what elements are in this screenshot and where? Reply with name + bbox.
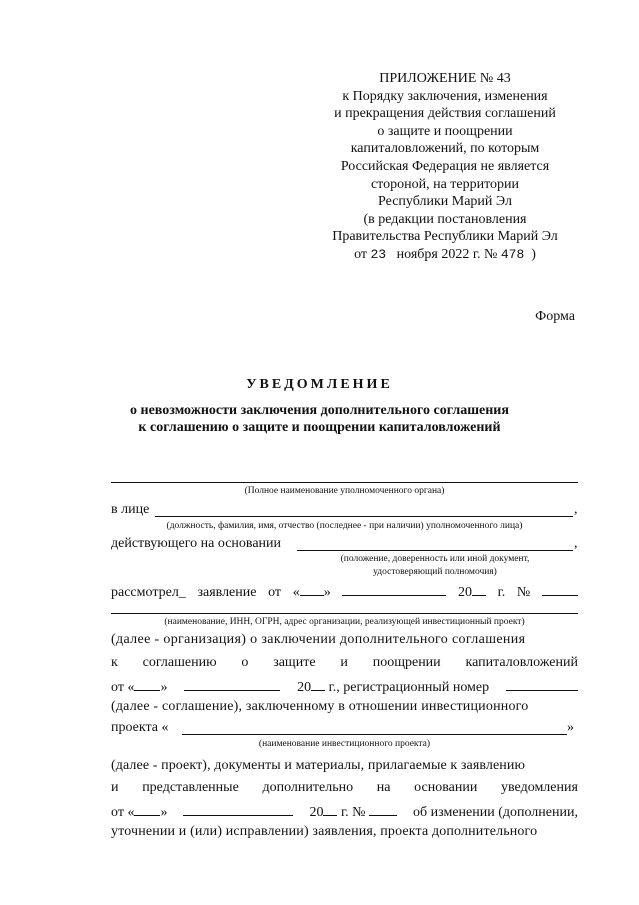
submitted-line: и представленные дополнительно на основании уведомления	[111, 780, 578, 795]
project-name-field[interactable]	[182, 734, 567, 735]
agreement-month-field[interactable]	[184, 677, 280, 691]
header-line: (в редакции постановления	[363, 211, 527, 227]
notice-date-row: от « » 20 г. № об изменении (дополнении,	[111, 802, 578, 821]
month-field[interactable]	[342, 582, 446, 596]
project-desc-line: (далее - проект), документы и материалы, прилагаемые к заявлению	[111, 758, 526, 773]
agreement-desc-line: (далее - соглашение), заключенному в отношении инвестиционного	[111, 699, 529, 714]
number-field[interactable]	[542, 582, 578, 596]
appendix-number: ПРИЛОЖЕНИЕ № 43	[379, 71, 511, 86]
header-date-line: от 23 ноября 2022 г. № 478 )	[354, 246, 536, 262]
year-field[interactable]	[472, 582, 486, 596]
project-label: проекта «	[111, 720, 169, 735]
reviewed-row: рассмотрел_ заявление от « » 20 г. №	[111, 582, 578, 601]
notice-year-field[interactable]	[323, 802, 337, 816]
agreement-year-field[interactable]	[311, 677, 325, 691]
date-day: 23	[370, 246, 387, 262]
header-line: капиталовложений, по которым	[350, 141, 540, 157]
header-line: Российская Федерация не является	[340, 158, 550, 174]
person-field[interactable]	[155, 516, 573, 517]
subtitle-line: к соглашению о защите и поощрении капиталовложений	[138, 420, 501, 435]
project-caption: (наименование инвестиционного проекта)	[258, 739, 431, 749]
organization-field[interactable]	[111, 613, 578, 614]
last-line: уточнении и (или) исправлении) заявления, проекта дополнительного	[111, 824, 538, 839]
header-line: Правительства Республики Марий Эл	[332, 229, 558, 245]
org-line: (далее - организация) о заключении дополнительного соглашения	[111, 632, 526, 647]
document-subtitle	[0, 402, 639, 436]
resolution-number: 478	[500, 246, 525, 262]
header-line: к Порядку заключения, изменения	[342, 88, 548, 104]
agreement-date-row: от « » 20 г., регистрационный номер	[111, 677, 578, 696]
form-label: Форма	[535, 309, 575, 324]
organization-caption: (наименование, ИНН, ОГРН, адрес организации, реализующей инвестиционный проект)	[164, 617, 525, 627]
authority-caption: (Полное наименование уполномоченного органа)	[244, 486, 445, 496]
acting-basis-label: действующего на основании	[111, 536, 282, 551]
basis-field[interactable]	[297, 550, 573, 551]
authority-name-field[interactable]	[111, 482, 578, 483]
basis-caption: (положение, доверенность или иной документ,	[340, 554, 530, 564]
notice-month-field[interactable]	[183, 802, 293, 816]
in-person-label: в лице	[111, 502, 150, 517]
header-line: о защите и поощрении	[377, 123, 513, 139]
agreement-day-field[interactable]	[134, 677, 160, 691]
appendix-header	[300, 70, 590, 264]
basis-caption: удостоверяющий полномочия)	[373, 567, 497, 577]
registration-number-field[interactable]	[506, 677, 578, 691]
document-page: ПРИЛОЖЕНИЕ № 43 к Порядку заключения, изменения и прекращения действия соглашений о защите и поощрении капиталовложений, по которым Российская Федерация не является стороной, на территории Республики Марий Эл (в редакции постановления Правительства Республики Марий Эл от 23 ноября 2022 г. № 478 ) Форма УВЕДОМЛЕНИЕ о невозможности заключения дополнительного соглашения к соглашению о защите и поощрении капиталовложений (Полное наименование уполномоченного органа) в лице , (должность, фамилия, имя, отчество (последнее - при наличии) уполномоченного лица) действующего на основании , (положение, доверенность или иной документ, удостоверяющий полномочия) рассмотрел_ заявление от « » 20 г. № (наименование, ИНН, ОГРН, адрес организации, реализующей инвестиционный проект) (далее - организация) о заключении дополнительного соглашения к соглашению о защите и поощрении капиталовложений от « » 20 г., регистрационный номер (далее - соглашение), заключенному в отношении инвестиционного проекта « » (наименование инвестиционного проекта) (далее - проект), документы и материалы, прилагаемые к заявлению и представленные дополнительно на основании уведомления от « » 20 г. № об изменении (дополнении, уточнении и (или) исправлении) заявления, проекта дополнительного	[0, 0, 639, 905]
document-title: УВЕДОМЛЕНИЕ	[246, 377, 393, 392]
header-line: стороной, на территории	[370, 176, 520, 192]
person-caption: (должность, фамилия, имя, отчество (последнее - при наличии) уполномоченного лица)	[166, 521, 523, 531]
day-field[interactable]	[300, 582, 324, 596]
header-line: Республики Марий Эл	[378, 194, 512, 210]
subtitle-line: о невозможности заключения дополнительного соглашения	[130, 403, 509, 418]
agreement-line: к соглашению о защите и поощрении капиталовложений	[111, 655, 578, 670]
notice-number-field[interactable]	[369, 802, 397, 816]
header-line: и прекращения действия соглашений	[334, 106, 556, 122]
notice-day-field[interactable]	[134, 802, 160, 816]
